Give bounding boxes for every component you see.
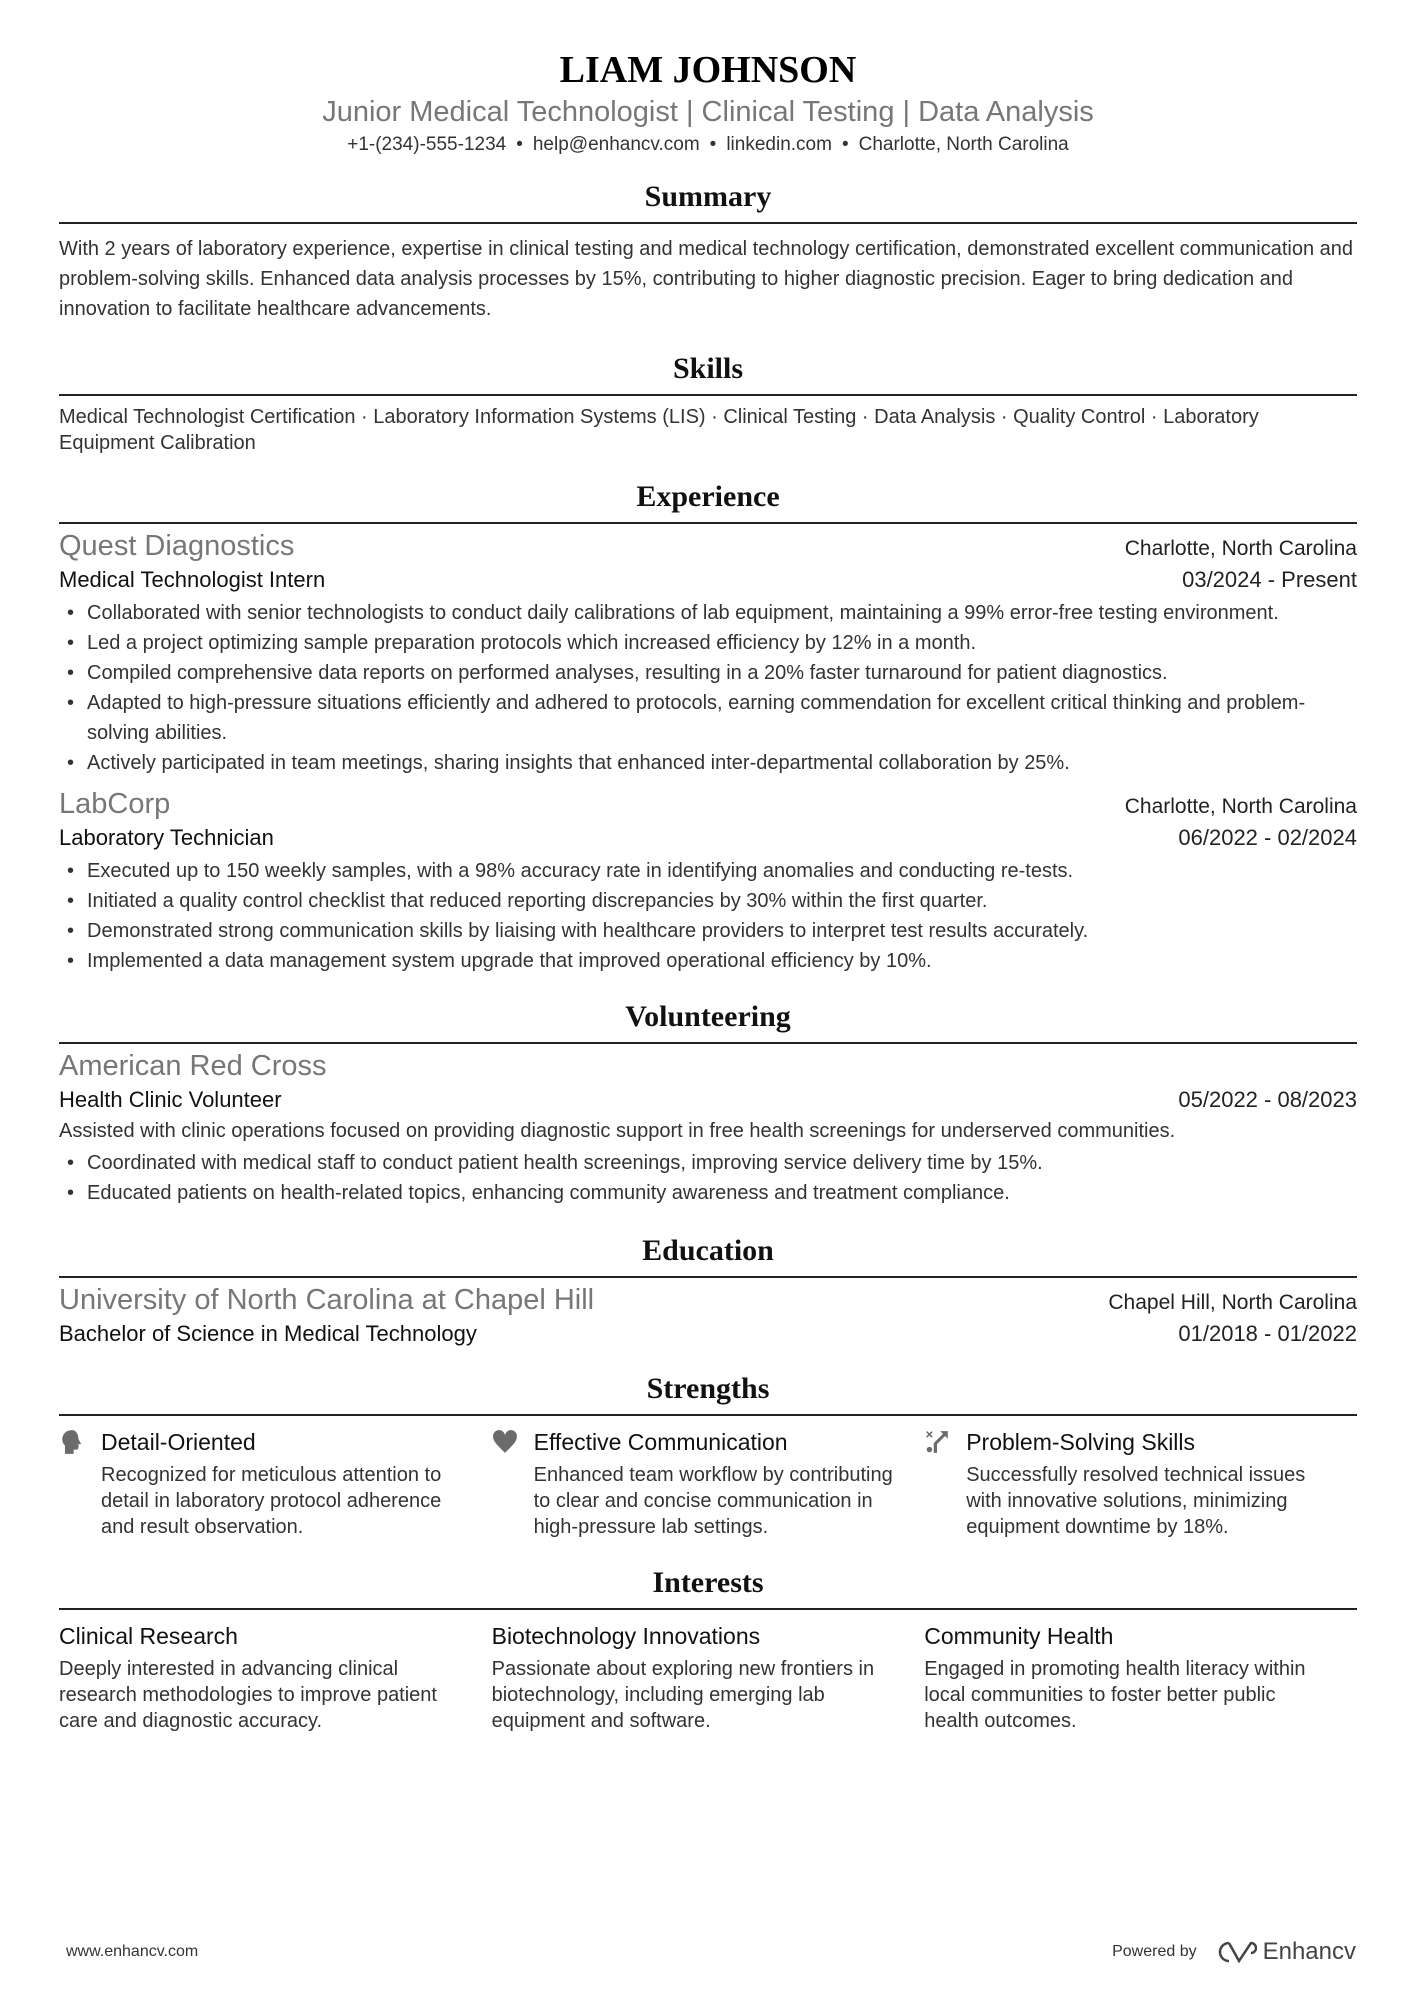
powered-by [1112,1938,1356,1966]
interest-title: Biotechnology Innovations [491,1623,761,1649]
education-heading: Education [59,1232,1357,1278]
strength-text: Successfully resolved technical issues with innovative solutions, minimizing equipment downtime by 18%. [966,1464,1306,1538]
job-dates: 03/2024 - Present [1182,567,1357,592]
bullet: • Demonstrated strong communication skills by liaising with healthcare providers to interpret test results accurately. [59,916,1357,946]
interests-heading: Interests [59,1564,1357,1610]
strength-text: Recognized for meticulous attention to detail in laboratory protocol adherence and result observation. [101,1464,442,1538]
resume [59,46,1357,1734]
school-name: University of North Carolina at Chapel Hill [59,1284,595,1316]
volunteer-description: Assisted with clinic operations focused on providing diagnostic support in free health screenings for underserved communities. [59,1120,1176,1142]
interest-text: Deeply interested in advancing clinical research methodologies to improve patient care and diagnostic accuracy. [59,1658,437,1732]
location: Charlotte, North Carolina [858,134,1069,155]
bullet: • Actively participated in team meetings, sharing insights that enhanced inter-departmental collaboration by 25%. [59,748,1357,778]
strength-title: Effective Communication [533,1429,788,1455]
volunteering-entry [59,1048,1357,1208]
separator: • [516,134,523,155]
route-icon [924,1429,950,1455]
degree: Bachelor of Science in Medical Technology [59,1321,477,1346]
strength-text: Enhanced team workflow by contributing to clear and concise communication in high-pressure lab settings. [533,1464,893,1538]
job-role: Laboratory Technician [59,825,274,850]
education-dates: 01/2018 - 01/2022 [1178,1321,1357,1346]
bullet: • Implemented a data management system upgrade that improved operational efficiency by 10%. [59,946,1357,976]
strengths-heading: Strengths [59,1370,1357,1416]
job-role: Medical Technologist Intern [59,567,326,592]
website-link[interactable]: www.enhancv.com [66,1943,199,1960]
volunteer-org: American Red Cross [59,1050,327,1082]
strength-title: Detail-Oriented [101,1429,256,1455]
bullet: • Adapted to high-pressure situations efficiently and adhered to protocols, earning commendation for excellent critical thinking and problem-solving abilities. [59,688,1357,748]
strength-item [924,1426,1357,1540]
skills-heading: Skills [59,350,1357,396]
school-location: Chapel Hill, North Carolina [1108,1291,1357,1314]
phone: +1-(234)-555-1234 [347,134,507,155]
brand-name: Enhancv [1262,1938,1356,1965]
bullet: • Educated patients on health-related topics, enhancing community awareness and treatment compliance. [59,1178,1357,1208]
powered-by-label: Powered by [1112,1943,1197,1960]
enhancv-logo-icon [1213,1939,1257,1965]
linkedin-link[interactable]: linkedin.com [726,134,832,155]
bullet: • Initiated a quality control checklist that reduced reporting discrepancies by 30% within the first quarter. [59,886,1357,916]
job-location: Charlotte, North Carolina [1124,795,1357,818]
strength-item [492,1426,925,1540]
experience-entry [59,528,1357,778]
strengths-list [59,1426,1357,1540]
interest-text: Passionate about exploring new frontiers in biotechnology, including emerging lab equipment and software. [491,1658,875,1732]
strength-item [59,1426,492,1540]
separator: • [709,134,717,155]
job-dates: 06/2022 - 02/2024 [1178,825,1357,850]
education-entry [59,1282,1357,1350]
volunteer-dates: 05/2022 - 08/2023 [1178,1087,1357,1112]
summary-heading: Summary [59,178,1357,224]
bullet: • Compiled comprehensive data reports on performed analyses, resulting in a 20% faster turnaround for patient diagnostics. [59,658,1357,688]
enhancv-logo[interactable] [1213,1938,1356,1966]
volunteer-role: Health Clinic Volunteer [59,1087,282,1112]
bullet: • Led a project optimizing sample preparation protocols which increased efficiency by 12% in a month. [59,628,1357,658]
interest-title: Clinical Research [59,1623,238,1649]
footer [66,1938,1356,1966]
interest-title: Community Health [924,1623,1114,1649]
job-location: Charlotte, North Carolina [1124,537,1357,560]
candidate-title: Junior Medical Technologist | Clinical Testing | Data Analysis [322,96,1094,128]
email-link[interactable]: help@enhancv.com [532,134,700,155]
contact-line [59,132,1357,158]
interest-text: Engaged in promoting health literacy within local communities to foster better public health outcomes. [924,1658,1306,1732]
bullet: • Coordinated with medical staff to conduct patient health screenings, improving service delivery time by 15%. [59,1148,1357,1178]
experience-entry [59,786,1357,976]
candidate-name: LIAM JOHNSON [559,49,857,91]
experience-heading: Experience [59,478,1357,524]
summary-text: With 2 years of laboratory experience, expertise in clinical testing and medical technology certification, demonstrated excellent communication and problem-solving skills. Enhanced data analysis processes by 15%, contributing to higher diagnostic precision. Eager to bring dedication and innovation to facilitate healthcare advancements. [59,238,1354,320]
company-name: Quest Diagnostics [59,530,295,562]
head-icon [59,1429,85,1455]
interest-item [924,1620,1357,1734]
heart-icon [492,1429,518,1455]
interests-list [59,1620,1357,1734]
company-name: LabCorp [59,788,171,820]
skills-text: Medical Technologist Certification · Laboratory Information Systems (LIS) · Clinical Testing · Data Analysis · Quality Control · Laboratory Equipment Calibration [59,406,1259,454]
bullet: • Collaborated with senior technologists to conduct daily calibrations of lab equipment, maintaining a 99% error-free testing environment. [59,598,1357,628]
volunteering-heading: Volunteering [59,998,1357,1044]
separator: • [841,134,849,155]
strength-title: Problem-Solving Skills [966,1429,1196,1455]
bullet: • Executed up to 150 weekly samples, with a 98% accuracy rate in identifying anomalies and conducting re-tests. [59,856,1357,886]
interest-item [59,1620,492,1734]
interest-item [492,1620,925,1734]
